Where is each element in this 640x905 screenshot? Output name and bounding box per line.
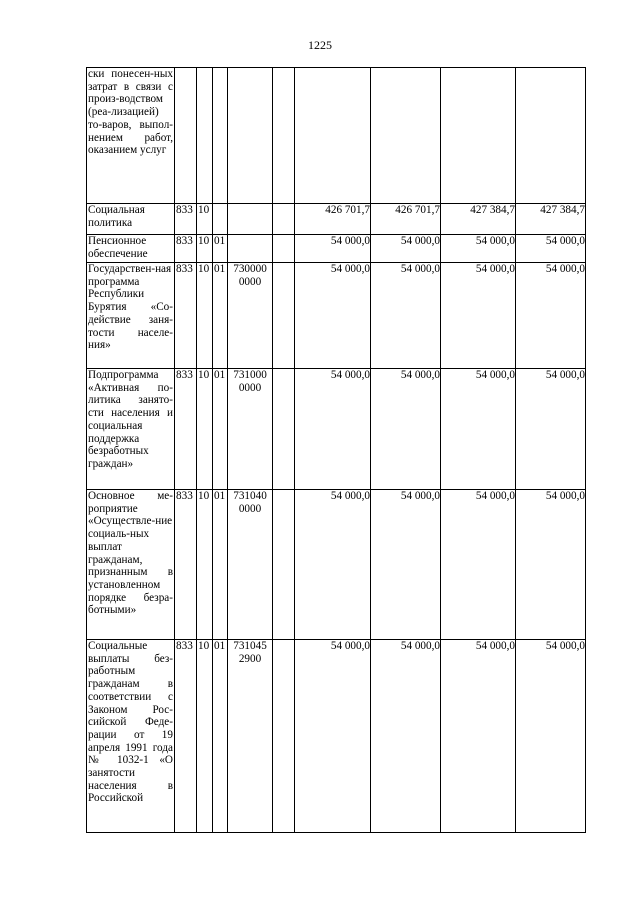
ministry-code: 833 [175, 204, 197, 235]
sum-3: 54 000,0 [441, 235, 516, 263]
subsection-code: 01 [213, 263, 228, 369]
row-name: ски понесен-ных затрат в связи с произ-водством (реа-лизацией) то-варов, выпол-нением работ, оказанием услуг [87, 68, 175, 204]
expense-type [273, 490, 295, 640]
table-row [87, 640, 586, 833]
row-name: Государствен-ная программа Республики Бурятия «Со-действие заня-тости населе-ния» [87, 263, 175, 369]
row-name: Социальная политика [87, 204, 175, 235]
sum-3: 54 000,0 [441, 490, 516, 640]
sum-1: 54 000,0 [295, 640, 371, 833]
row-name: Пенсионное обеспечение [87, 235, 175, 263]
sum-4: 54 000,0 [516, 263, 586, 369]
table-body [87, 68, 586, 833]
section-code: 10 [197, 369, 213, 490]
page-number: 1225 [308, 38, 332, 52]
sum-3 [441, 68, 516, 204]
section-code [197, 68, 213, 204]
subsection-code [213, 204, 228, 235]
table-row [87, 490, 586, 640]
budget-table [86, 67, 586, 833]
sum-3: 54 000,0 [441, 369, 516, 490]
sum-2: 54 000,0 [371, 640, 441, 833]
ministry-code: 833 [175, 369, 197, 490]
ministry-code: 833 [175, 235, 197, 263]
row-name: Основное ме-роприятие «Осуществле-ние социаль-ных выплат гражданам, признанным в установленном порядке безра-ботными» [87, 490, 175, 640]
row-name: Подпрограмма «Активная по-литика занято-сти населения и социальная поддержка безработных граждан» [87, 369, 175, 490]
sum-4 [516, 68, 586, 204]
sum-1: 54 000,0 [295, 490, 371, 640]
target-article [228, 490, 273, 640]
subsection-code: 01 [213, 369, 228, 490]
expense-type [273, 369, 295, 490]
ministry-code [175, 68, 197, 204]
expense-type [273, 263, 295, 369]
expense-type [273, 235, 295, 263]
subsection-code [213, 68, 228, 204]
target-line-2: 0000 [238, 502, 262, 515]
sum-2: 54 000,0 [371, 263, 441, 369]
sum-1 [295, 68, 371, 204]
section-code: 10 [197, 640, 213, 833]
subsection-code: 01 [213, 235, 228, 263]
sum-2 [371, 68, 441, 204]
expense-type [273, 640, 295, 833]
sum-4: 54 000,0 [516, 640, 586, 833]
sum-3: 427 384,7 [441, 204, 516, 235]
target-article [228, 640, 273, 833]
ministry-code: 833 [175, 490, 197, 640]
table-row [87, 369, 586, 490]
sum-1: 426 701,7 [295, 204, 371, 235]
sum-2: 54 000,0 [371, 369, 441, 490]
sum-1: 54 000,0 [295, 235, 371, 263]
section-code: 10 [197, 235, 213, 263]
expense-type [273, 68, 295, 204]
table-row [87, 204, 586, 235]
target-line-2: 0000 [238, 381, 262, 394]
sum-3: 54 000,0 [441, 640, 516, 833]
table-row [87, 68, 586, 204]
target-article [228, 235, 273, 263]
sum-4: 54 000,0 [516, 235, 586, 263]
sum-2: 426 701,7 [371, 204, 441, 235]
target-line-1: 730000 [233, 263, 267, 275]
section-code: 10 [197, 263, 213, 369]
sum-4: 427 384,7 [516, 204, 586, 235]
sum-4: 54 000,0 [516, 490, 586, 640]
target-article [228, 68, 273, 204]
target-article [228, 204, 273, 235]
target-article [228, 263, 273, 369]
target-line-2: 2900 [238, 652, 262, 665]
ministry-code: 833 [175, 640, 197, 833]
section-code: 10 [197, 490, 213, 640]
sum-1: 54 000,0 [295, 263, 371, 369]
sum-3: 54 000,0 [441, 263, 516, 369]
sum-4: 54 000,0 [516, 369, 586, 490]
table-row [87, 235, 586, 263]
target-line-2: 0000 [238, 275, 262, 288]
sum-1: 54 000,0 [295, 369, 371, 490]
target-article [228, 369, 273, 490]
target-line-1: 731000 [233, 369, 267, 381]
row-name: Социальные выплаты без-работным гражданам в соответствии с Законом Рос-сийской Феде-рации от 19 апреля 1991 года № 1032-1 «О занятости населения в Российской [87, 640, 175, 833]
subsection-code: 01 [213, 640, 228, 833]
expense-type [273, 204, 295, 235]
section-code: 10 [197, 204, 213, 235]
ministry-code: 833 [175, 263, 197, 369]
subsection-code: 01 [213, 490, 228, 640]
target-line-1: 731040 [233, 490, 267, 502]
sum-2: 54 000,0 [371, 490, 441, 640]
table-row [87, 263, 586, 369]
sum-2: 54 000,0 [371, 235, 441, 263]
target-line-1: 731045 [233, 640, 267, 652]
